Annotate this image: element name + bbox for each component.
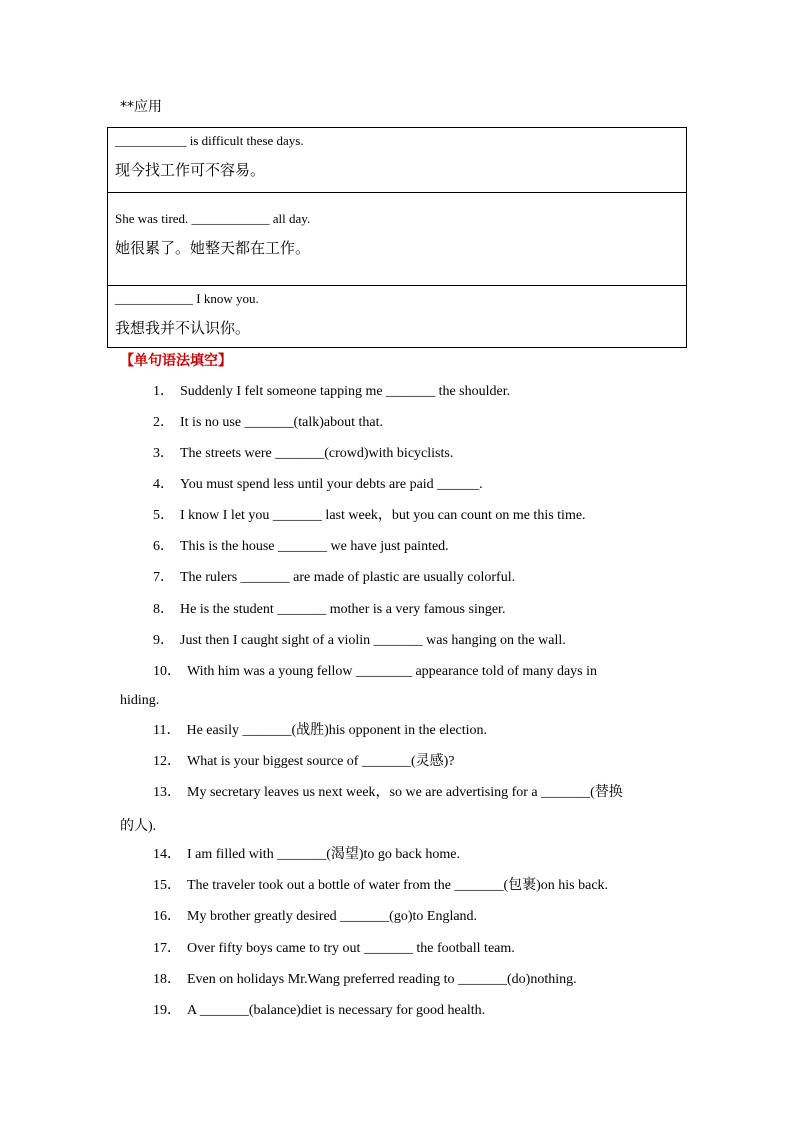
item-text: With him was a young fellow ________ appearance told of many days in <box>187 664 598 679</box>
item-number: 6． <box>153 539 174 554</box>
exercise-item <box>153 383 510 401</box>
english-sentence: She was tired. ____________ all day. <box>115 211 311 226</box>
item-number: 4． <box>153 477 174 492</box>
item-number: 13． <box>153 785 181 800</box>
exercise-item <box>153 663 597 681</box>
translation-row <box>108 128 686 192</box>
exercise-item <box>153 971 577 989</box>
exercise-item <box>153 1002 485 1020</box>
item-text: Just then I caught sight of a violin _______ was hanging on the wall. <box>180 633 566 648</box>
item-number: 19． <box>153 1003 181 1018</box>
exercise-item <box>153 445 453 463</box>
item-text: I know I let you _______ last week，but you can count on me this time. <box>180 508 586 523</box>
english-sentence: ___________ is difficult these days. <box>115 133 304 148</box>
exercise-item <box>153 940 515 958</box>
exercise-item <box>153 538 449 556</box>
item-number: 10． <box>153 664 181 679</box>
chinese-sentence: 我想我并不认识你。 <box>115 319 251 337</box>
item-text: The rulers _______ are made of plastic are usually colorful. <box>180 570 516 585</box>
item-number: 16． <box>153 909 181 924</box>
item-text: The traveler took out a bottle of water from the _______(包裹)on his back. <box>187 878 609 893</box>
item-text: It is no use _______(talk)about that. <box>180 415 383 430</box>
section-heading: **应用 <box>120 99 162 115</box>
item-number: 17． <box>153 941 181 956</box>
translation-box <box>107 127 687 348</box>
exercise-item <box>153 722 487 740</box>
item-text: My secretary leaves us next week，so we are advertising for a _______(替换 <box>187 785 623 800</box>
item-number: 5． <box>153 508 174 523</box>
item-text: This is the house _______ we have just painted. <box>180 539 449 554</box>
translation-row <box>108 192 686 286</box>
item-number: 12． <box>153 754 181 769</box>
english-sentence: ____________ I know you. <box>115 291 259 306</box>
item-text: He easily _______(战胜)his opponent in the election. <box>186 723 488 738</box>
item-text: My brother greatly desired _______(go)to England. <box>187 909 478 924</box>
item-text: Suddenly I felt someone tapping me _______ the shoulder. <box>180 384 511 399</box>
section-title: 【单句语法填空】 <box>120 353 232 369</box>
item-number: 11． <box>153 723 181 738</box>
item-continuation: hiding. <box>120 693 160 708</box>
translation-row <box>108 285 686 348</box>
chinese-sentence: 她很累了。她整天都在工作。 <box>115 239 311 257</box>
item-text: Over fifty boys came to try out _______ the football team. <box>187 941 515 956</box>
exercise-item <box>153 507 586 525</box>
item-number: 3． <box>153 446 174 461</box>
exercise-item <box>153 784 623 802</box>
item-text: He is the student _______ mother is a very famous singer. <box>180 602 506 617</box>
item-number: 2． <box>153 415 174 430</box>
item-number: 18． <box>153 972 181 987</box>
exercise-item <box>153 476 483 494</box>
item-number: 9． <box>153 633 174 648</box>
item-text: The streets were _______(crowd)with bicyclists. <box>180 446 454 461</box>
item-text: What is your biggest source of _______(灵感)? <box>187 754 455 769</box>
exercise-item <box>153 569 515 587</box>
exercise-item <box>153 753 455 771</box>
exercise-item <box>153 601 505 619</box>
item-text: A _______(balance)diet is necessary for good health. <box>187 1003 486 1018</box>
item-number: 15． <box>153 878 181 893</box>
item-number: 1． <box>153 384 174 399</box>
item-number: 14． <box>153 847 181 862</box>
item-text: I am filled with _______(渴望)to go back home. <box>187 847 460 862</box>
exercise-item <box>153 908 477 926</box>
exercise-item <box>153 877 608 895</box>
item-text: Even on holidays Mr.Wang preferred reading to _______(do)nothing. <box>187 972 577 987</box>
exercise-item <box>153 414 383 432</box>
exercise-item <box>153 632 566 650</box>
item-number: 7． <box>153 570 174 585</box>
item-text: You must spend less until your debts are paid ______. <box>180 477 483 492</box>
item-number: 8． <box>153 602 174 617</box>
item-continuation: 的人). <box>120 819 157 834</box>
chinese-sentence: 现今找工作可不容易。 <box>115 161 266 179</box>
exercise-item <box>153 846 460 864</box>
